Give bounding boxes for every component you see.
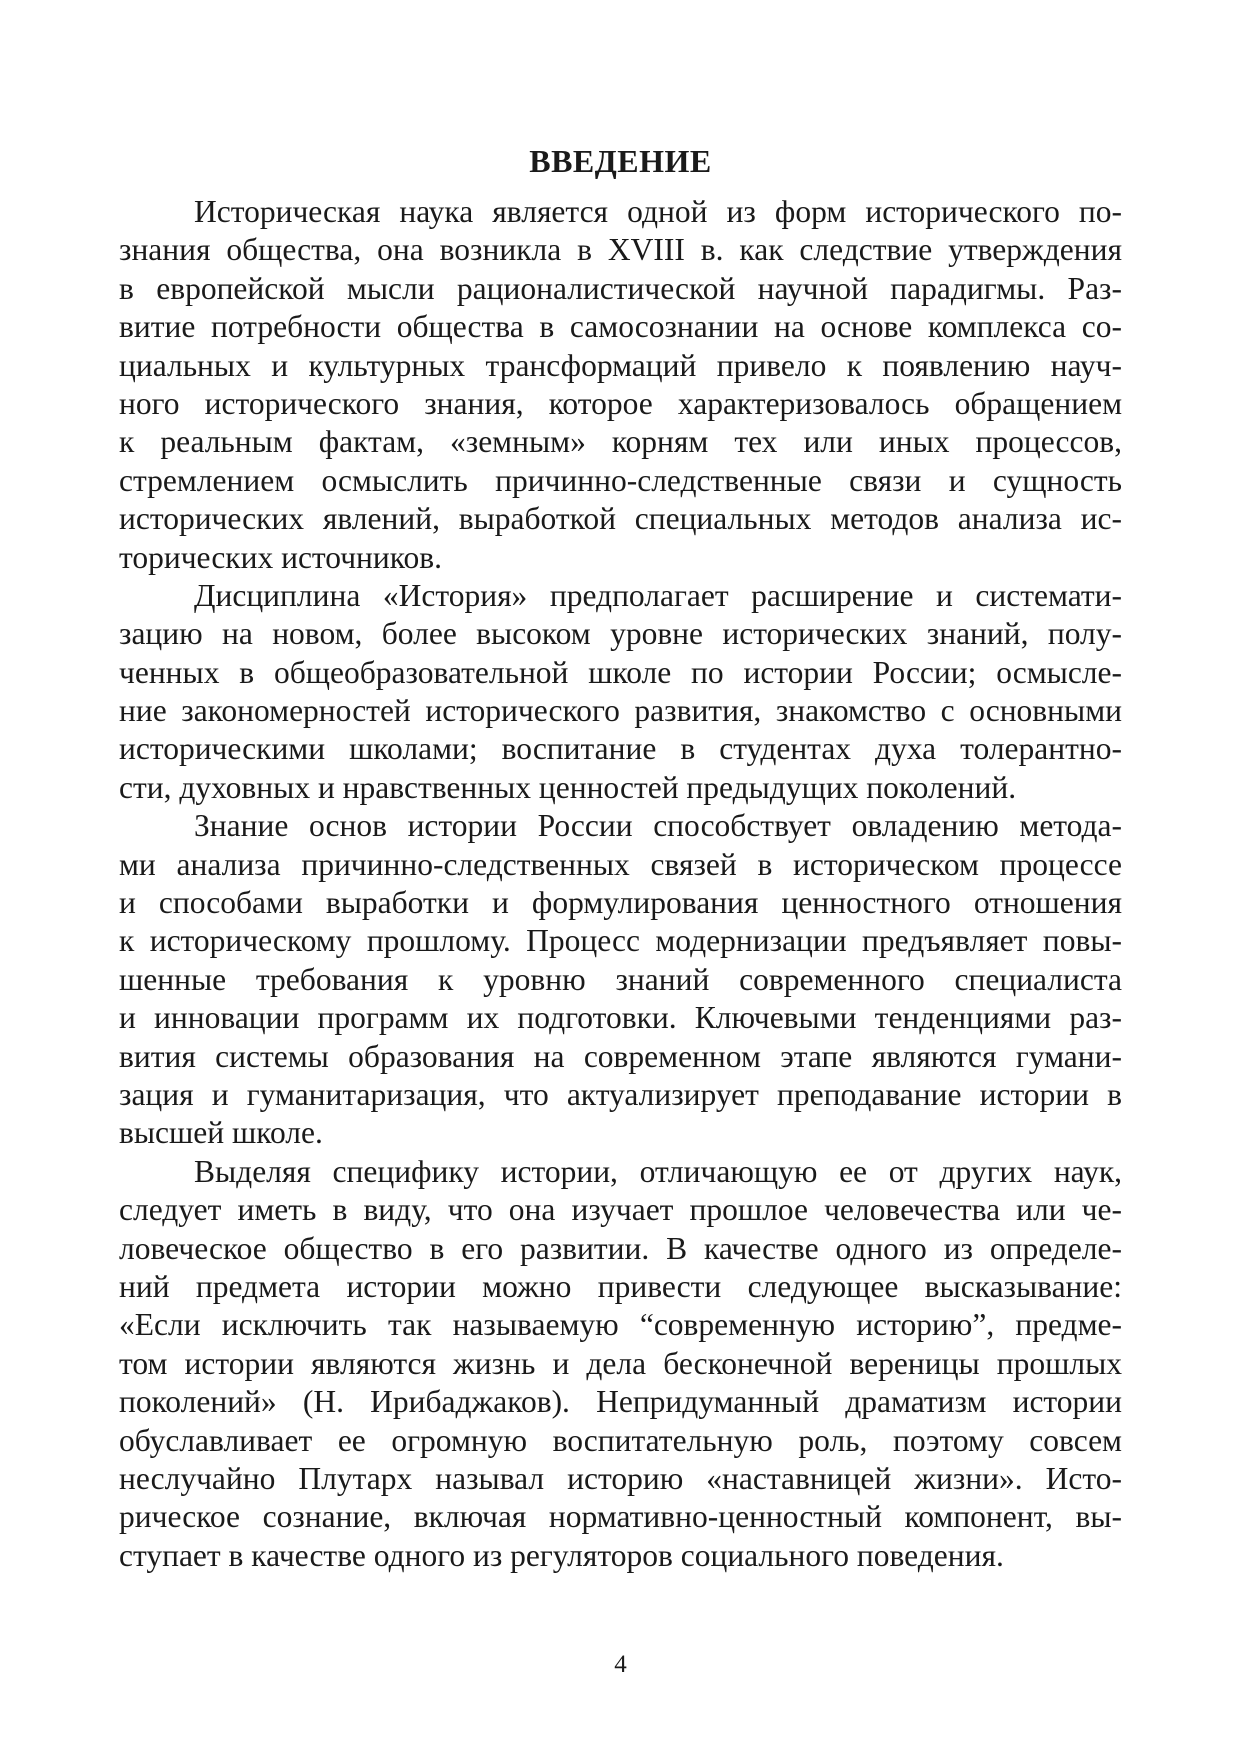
text-line: рическое сознание, включая нормативно-ценностный компонент, вы- [119, 1499, 1122, 1535]
paragraph [119, 1153, 1122, 1575]
text-line: зацию на новом, более высоком уровне исторических знаний, полу- [119, 616, 1122, 652]
text-line: ний предмета истории можно привести следующее высказывание: [119, 1268, 1122, 1304]
text-line: Историческая наука является одной из форм исторического по- [194, 194, 1122, 229]
text-line: ступает в качестве одного из регуляторов социального поведения. [119, 1537, 1004, 1573]
text-line: циальных и культурных трансформаций привело к появлению науч- [119, 347, 1122, 383]
text-line: исторических явлений, выработкой специальных методов анализа ис- [119, 501, 1122, 537]
text-line: вития системы образования на современном этапе являются гумани- [119, 1038, 1122, 1074]
text-line: ченных в общеобразовательной школе по истории России; осмысле- [119, 654, 1122, 690]
text-line: к историческому прошлому. Процесс модернизации предъявляет повы- [119, 923, 1122, 959]
text-line: ловеческое общество в его развитии. В качестве одного из определе- [119, 1230, 1122, 1266]
page-title: ВВЕДЕНИЕ [529, 143, 712, 179]
text-line: шенные требования к уровню знаний современного специалиста [119, 961, 1122, 997]
text-line: высшей школе. [119, 1115, 323, 1151]
text-line: неслучайно Плутарх называл историю «наставницей жизни». Исто- [119, 1460, 1122, 1496]
text-line: торических источников. [119, 539, 442, 575]
text-line: поколений» (Н. Ирибаджаков). Непридуманный драматизм истории [119, 1384, 1122, 1420]
text-line: зация и гуманитаризация, что актуализирует преподавание истории в [119, 1076, 1122, 1112]
text-line: и способами выработки и формулирования ценностного отношения [119, 885, 1122, 921]
text-line: ного исторического знания, которое характеризовалось обращением [119, 385, 1122, 421]
text-line: Выделяя специфику истории, отличающую ее от других наук, [194, 1153, 1122, 1189]
text-line: обуславливает ее огромную воспитательную роль, поэтому совсем [119, 1422, 1122, 1458]
text-line: стремлением осмыслить причинно-следственные связи и сущность [119, 462, 1122, 498]
paragraph [119, 807, 1122, 1153]
text-line: к реальным фактам, «земным» корням тех или иных процессов, [119, 424, 1122, 460]
text-line: «Если исключить так называемую “современную историю”, предме- [119, 1307, 1122, 1343]
text-line: следует иметь в виду, что она изучает прошлое человечества или че- [119, 1192, 1122, 1228]
text-line: Дисциплина «История» предполагает расширение и системати- [194, 577, 1122, 613]
text-line: и инновации программ их подготовки. Ключевыми тенденциями раз- [119, 1000, 1122, 1036]
text-line: ми анализа причинно-следственных связей в историческом процессе [119, 846, 1122, 882]
body-text [119, 193, 1122, 1575]
text-line: витие потребности общества в самосознании на основе комплекса со- [119, 309, 1122, 345]
text-line: историческими школами; воспитание в студентах духа толерантно- [119, 731, 1122, 767]
page-number: 4 [614, 1651, 627, 1678]
text-line: сти, духовных и нравственных ценностей предыдущих поколений. [119, 769, 1017, 805]
text-line: в европейской мысли рационалистической научной парадигмы. Раз- [119, 270, 1122, 306]
text-line: том истории являются жизнь и дела бесконечной вереницы прошлых [119, 1345, 1122, 1381]
paragraph [119, 577, 1122, 807]
text-line: ние закономерностей исторического развития, знакомство с основными [119, 693, 1122, 729]
paragraph [119, 193, 1122, 577]
text-line: Знание основ истории России способствует овладению метода- [194, 808, 1122, 844]
text-line: знания общества, она возникла в XVIII в. как следствие утверждения [119, 232, 1122, 268]
